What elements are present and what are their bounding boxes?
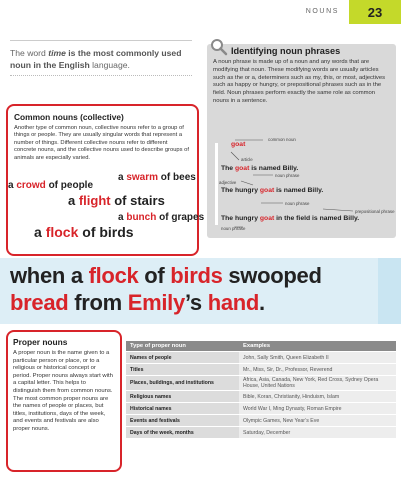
collective-phrase: a flock of birds — [34, 224, 134, 240]
proper-title: Proper nouns — [13, 337, 68, 347]
collective-body: Another type of common noun, collective nouns refer to a group of things or people. They are usually singular words that represent a number of things. Different collective nouns refer to different concrete nouns, and the collective nouns used to describe groups of animals are especially varied. — [14, 125, 189, 161]
collective-title: Common nouns (collective) — [14, 112, 124, 122]
collective-phrase: a crowd of people — [8, 180, 94, 191]
page-number: 23 — [349, 0, 401, 24]
label-prepositional-phrase: prepositional phrase — [355, 209, 395, 214]
table-row — [126, 415, 396, 426]
table-cell: Saturday, December — [239, 427, 396, 438]
intro-fact — [10, 40, 192, 76]
intro-lang: English — [58, 59, 90, 70]
intro-text-2: is the most commonly used noun in the — [10, 48, 182, 70]
label-adjective: adjective — [219, 180, 237, 185]
node-goat: goat — [231, 141, 246, 148]
table-cell: Africa, Asia, Canada, New York, Red Cross, Sydney Opera House, United Nations — [239, 376, 396, 390]
intro-text-1: The word — [10, 48, 49, 58]
magnifier-icon — [210, 38, 228, 56]
proper-nouns-card — [6, 330, 122, 472]
table-header: Type of proper noun — [126, 341, 239, 351]
table-cell: Names of people — [126, 352, 239, 363]
label-noun-phrase: noun phrase — [221, 226, 246, 231]
chapter-title: NOUNS — [305, 8, 339, 15]
table-row — [126, 364, 396, 375]
intro-divider — [10, 75, 192, 76]
collective-nouns-card — [6, 104, 205, 256]
noun-phrase-diagram — [213, 137, 393, 233]
label-article: article — [241, 157, 253, 162]
proper-body: A proper noun is the name given to a particular person or place, or to a religious or historical concept or period. Proper nouns always start with a capital letter. This helps to distinguish them from common nouns. The most common proper nouns are the names of people or places, but titles, institutions, days of the week, and events and festivals are also proper nouns. — [13, 350, 113, 432]
table-cell: Religious names — [126, 391, 239, 402]
table-cell: World War I, Ming Dynasty, Roman Empire — [239, 403, 396, 414]
table-cell: Events and festivals — [126, 415, 239, 426]
label-noun-phrase: noun phrase — [275, 173, 300, 178]
noun-phrases-desc: A noun phrase is made up of a noun and any words that are modifying that noun. These modifying words are usually articles such as the or a, determiners such as my, this, or most, adjectives such as happy or hungry, or prepositional phrases such as in the field. Noun phrases perform exactly the same role as common nouns in a sentence. — [213, 59, 386, 104]
sentence-1: The goat is named Billy. — [221, 165, 299, 172]
table-row — [126, 352, 396, 363]
table-header: Examples — [239, 341, 396, 351]
table-cell: Olympic Games, New Year’s Eve — [239, 415, 396, 426]
table-cell: Mr., Miss, Sir, Dr., Professor, Reverend — [239, 364, 396, 375]
label-common-noun: common noun — [268, 137, 296, 142]
table-row — [126, 391, 396, 402]
table-cell: Days of the week, months — [126, 427, 239, 438]
table-cell: Historical names — [126, 403, 239, 414]
collective-phrase: a flight of stairs — [68, 193, 165, 208]
proper-nouns-table — [126, 340, 396, 439]
label-noun-phrase: noun phrase — [285, 201, 310, 206]
table-row — [126, 403, 396, 414]
collective-phrase: a swarm of bees — [118, 172, 196, 183]
table-row — [126, 376, 396, 390]
intro-word: time — [48, 48, 66, 58]
sentence-3: The hungry goat in the field is named Billy. — [221, 215, 360, 222]
intro-text-3: language. — [89, 59, 130, 70]
table-cell: Bible, Koran, Christianity, Hinduism, Islam — [239, 391, 396, 402]
noun-phrases-panel — [207, 44, 396, 238]
table-row — [126, 427, 396, 438]
table-header-row — [126, 341, 396, 351]
noun-phrases-title: Identifying noun phrases — [231, 46, 341, 56]
collective-phrase: a bunch of grapes — [118, 212, 205, 223]
table-cell: Places, buildings, and institutions — [126, 376, 239, 390]
example-sentence: when a flock of birds swooped bread from Emily’s hand. — [10, 263, 322, 315]
sentence-2: The hungry goat is named Billy. — [221, 187, 324, 194]
table-cell: John, Sally Smith, Queen Elizabeth II — [239, 352, 396, 363]
table-cell: Titles — [126, 364, 239, 375]
